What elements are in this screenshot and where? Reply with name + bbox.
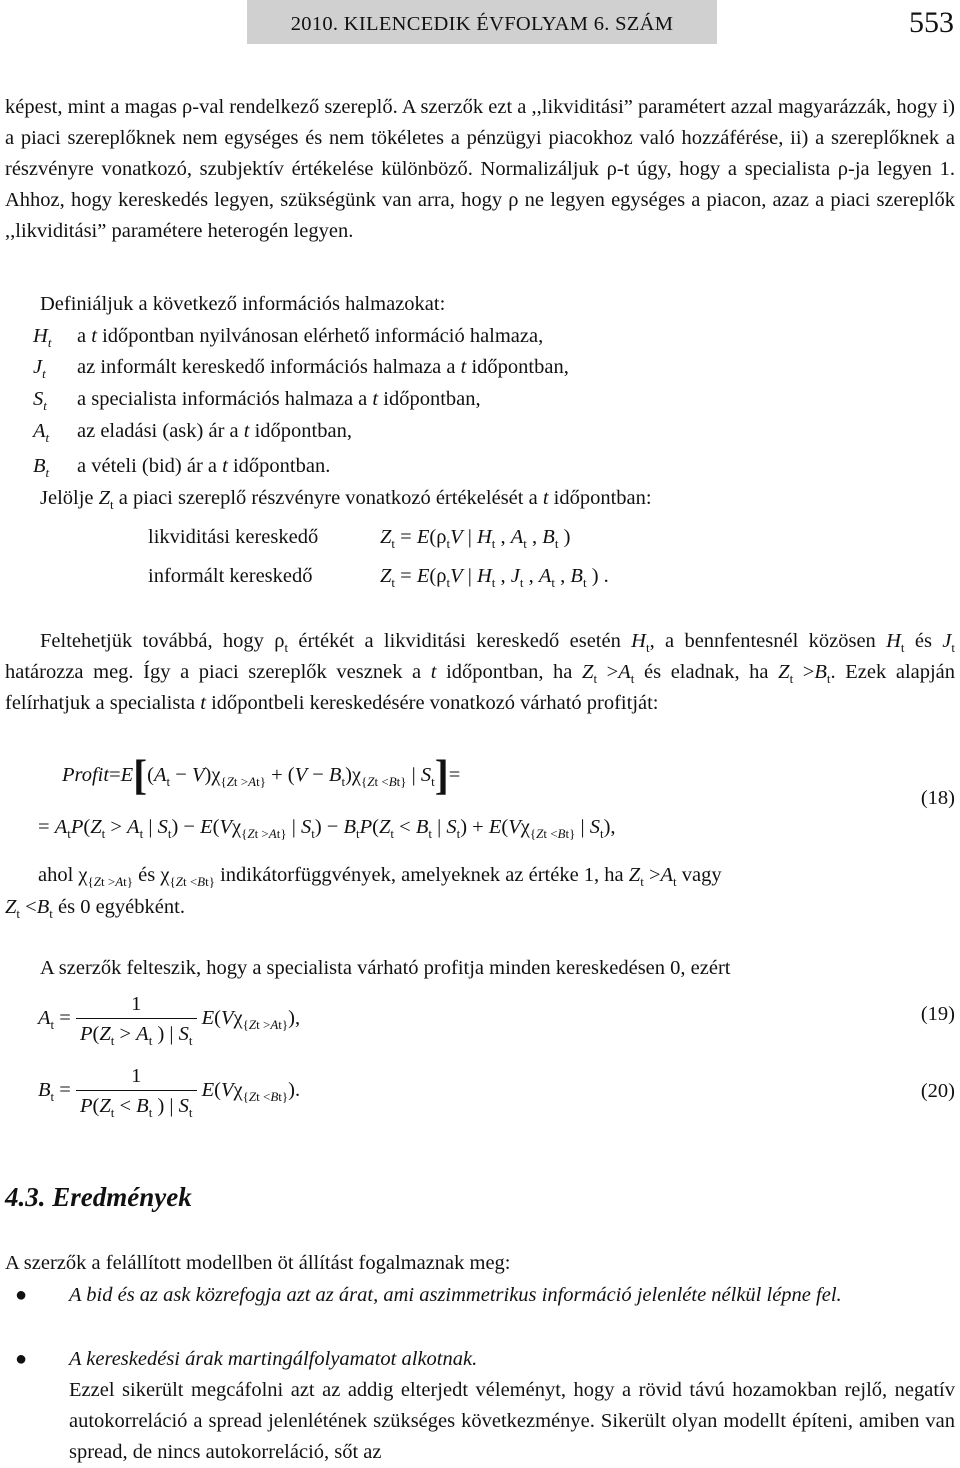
equation-20-number: (20)	[920, 1080, 955, 1102]
indicator-description-cont: $Z_t <B_t$ és 0 egyébként.	[5, 896, 185, 921]
paragraph-autocorrelation: Ezzel sikerült megcáfolni azt az addig elterjedt véleményt, hogy a rövid távú hozamokban rejlő, negatív autokorreláció a spread jelenlétének szükséges következménye. Sikerült olyan modellt építeni, amiben van spread, de nincs autokorreláció, sőt az	[69, 1379, 955, 1463]
section-heading: 4.3. Eredmények	[5, 1182, 192, 1212]
definition-symbol: $J_t$	[33, 356, 46, 381]
paragraph-trading-conditions: Feltehetjük továbbá, hogy $\rho_t$ értékét a likviditási kereskedő esetén $H_t$, a bennfentesnél közösen $H_t$ és $J_t$ határozza meg. Így a piaci szereplők vesznek a t időpontban, ha $Z_t >A_t$ és eladnak, ha $Z_t >B_t$. Ezek alapján felírhatjuk a specialista t időpontbeli kereskedésére vonatkozó várható profitját:	[5, 630, 956, 714]
valuation-intro: Jelölje $Z_t$ a piaci szereplő részvényre vonatkozó értékelését a t időpontban:	[40, 487, 652, 512]
page-number: 553	[909, 6, 954, 39]
valuation-informed-trader: informált kereskedő	[148, 565, 313, 587]
equation-18-line2: = $A_tP(Z_t > A_t$ | $S_t) - E(V\chi_{\{Zt >At\}}$ | $S_t) - B_tP(Z_t < B_t$ | $S_t) + E(V\chi_{\{Zt <Bt\}}$ | $S_t$),	[38, 816, 616, 841]
definition-symbol: $S_t$	[33, 388, 47, 413]
definition-symbol: $B_t$	[33, 455, 50, 480]
valuation-liquidity-trader: likviditási kereskedő	[148, 526, 319, 548]
definition-symbol: $A_t$	[33, 420, 50, 445]
bullet-icon: ●	[15, 1348, 28, 1370]
list-item: ● A kereskedési árak martingálfolyamatot alkotnak.	[5, 1344, 955, 1375]
equation-19-number: (19)	[920, 1003, 955, 1025]
fraction: $\frac{1}{P(Z_t < B_t ) | S_t}$	[76, 1062, 197, 1121]
bullet-icon: ●	[15, 1284, 28, 1306]
definition-symbol: $H_t$	[33, 325, 52, 350]
equation-18-line1: $Profit=E[(A_t - V)\chi_{\{Zt >At\}} + (V - B_t)\chi_{\{Zt <Bt\}}$ | $S_t]=$	[62, 753, 461, 799]
equation-18-number: (18)	[920, 787, 955, 809]
equation-20: $B_t$ = $\frac{1}{P(Z_t < B_t ) | S_t}$ $E(V\chi_{\{Zt <Bt\}})$.	[38, 1062, 300, 1121]
list-item: ● A bid és az ask közrefogja azt az árat, ami aszimmetrikus információ jelenléte nélkül lépne fel.	[5, 1280, 955, 1311]
indicator-description: ahol $\chi_{\{Zt >At\}}$ és $\chi_{\{Zt <Bt\}}$ indikátorfüggvények, amelyeknek az értéke 1, ha $Z_t >A_t$ vagy	[38, 864, 722, 889]
valuation-informed-formula: $Z_t = E(\rho_tV$ | $H_t$ , $J_t$ , $A_t$ , $B_t$ ) .	[380, 565, 609, 590]
valuation-liquidity-formula: $Z_t = E(\rho_tV$ | $H_t$ , $A_t$ , $B_t$ )	[380, 526, 571, 551]
paragraph-liquidity-parameter: képest, mint a magas ρ-val rendelkező szereplő. A szerzők ezt a ,,likviditási” paramétert azzal magyarázzák, hogy i) a piaci szereplőknek nem egységes és nem tökéletes a pénzügyi piacokhoz való hozzáférése, ii) a szereplőknek a részvényre vonatkozó, szubjektív értékelése különböző. Normalizáljuk ρ-t úgy, hogy a specialista ρ-ja legyen 1. Ahhoz, hogy kereskedés legyen, szükségünk van arra, hogy ρ ne legyen egységes a piacon, azaz a piaci szereplők ,,likviditási” paramétere heterogén legyen.	[5, 96, 955, 242]
definitions-intro: Definiáljuk a következő információs halmazokat:	[40, 293, 446, 315]
fraction: $\frac{1}{P(Z_t > A_t ) | S_t}$	[76, 990, 197, 1049]
zero-profit-assumption: A szerzők felteszik, hogy a specialista várható profitja minden kereskedésen 0, ezért	[40, 957, 731, 979]
journal-header: 2010. KILENCEDIK ÉVFOLYAM 6. SZÁM	[290, 13, 674, 35]
equation-19: $A_t$ = $\frac{1}{P(Z_t > A_t ) | S_t}$ $E(V\chi_{\{Zt >At\}})$,	[38, 990, 300, 1049]
paragraph-statements-intro: A szerzők a felállított modellben öt állítást fogalmaznak meg:	[5, 1252, 511, 1274]
